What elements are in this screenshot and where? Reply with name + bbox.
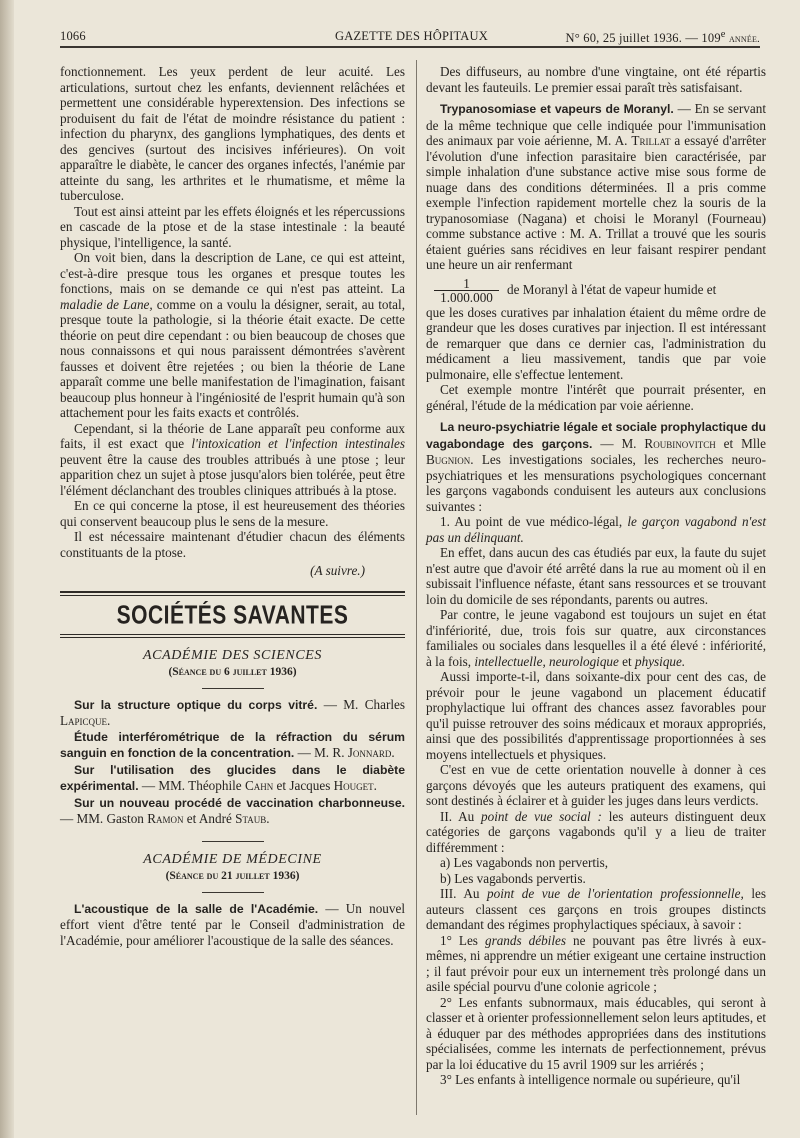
running-header bbox=[60, 29, 760, 45]
seance-date: (Séance du 21 juillet 1936) bbox=[165, 870, 300, 882]
communication-entry: Sur l'utilisation des glucides dans le diabète expérimental. — MM. Théophile Cahn et Jacques Houget. bbox=[60, 762, 405, 793]
list-item: a) Les vagabonds non pervertis, bbox=[440, 855, 609, 870]
separator bbox=[202, 688, 264, 689]
paragraph: Par contre, le jeune vagabond est toujours un sujet en état d'infériorité, due, trois fois sur quatre, aux circonstances familiales ou sociales dans lesquelles il a été élevé : infériorité, à la fois, intellectuelle, neurologique et physique. bbox=[426, 607, 766, 669]
paragraph: 1° Les grands débiles ne pouvant pas être livrés à eux-mêmes, ni apprendre un métier exigeant une certaine instruction ; il faut prévoir pour eux un internement très prolongé dans un asile spécial pourvu d'une colonie agricole ; bbox=[426, 932, 767, 994]
paragraph: En ce qui concerne la ptose, il est heureusement des théories qui conservent beaucoup plus le sens de la mesure. bbox=[60, 498, 405, 529]
paragraph: Des diffuseurs, au nombre d'une vingtaine, ont été répartis devant les fauteuils. Le premier essai paraît très satisfaisant. bbox=[426, 64, 766, 95]
column-divider bbox=[416, 60, 417, 1115]
section-rule bbox=[60, 637, 405, 638]
section-rule bbox=[60, 595, 405, 596]
dosage-fraction: 1 1.000.000 de Moranyl à l'état de vapeur humide et bbox=[426, 277, 766, 304]
section-rule bbox=[60, 591, 405, 593]
fraction-numerator: 1 bbox=[463, 275, 470, 291]
section-rule bbox=[60, 634, 405, 635]
communication-entry: La neuro-psychiatrie légale et sociale prophylactique du vagabondage des garçons. — M. Roubinovitch et Mlle Bugnion. Les investigations sociales, les recherches neuro-psychiatriques et les mensurations psychologiques concernant les garçons vagabonds conduisent les auteurs aux conclusions suivantes : bbox=[426, 420, 767, 514]
page-number: 1066 bbox=[60, 29, 86, 43]
paragraph: En effet, dans aucun des cas étudiés par eux, la faute du sujet n'est autre que d'avoir été arrêté dans la rue au moment où il en subissait l'influence néfaste, étant sans ressources et se trouvant loin du domicile de ses répondants, parents ou autres. bbox=[426, 545, 766, 607]
list-item: b) Les vagabonds pervertis. bbox=[440, 870, 586, 886]
communication-entry: Trypanosomiase et vapeurs de Moranyl. — En se servant de la même technique que celle indiquée pour l'immunisation des animaux par voie aérienne, M. A. Trillat a essayé d'arrêter l'évolution d'une infection parasitaire bien caractérisée, par simple inhalation d'une substance active mise sous forme de nuage dans des conditions déterminées. Il a pris comme exemple l'infection rapidement mortelle chez la souris de la trypanosomiase (Nagana) et choisi le Moranyl (Fourneau) comme substance active : M. A. Trillat a trouvé que les souris étaient guéries sans récidives en leur faisant respirer pendant une heure un air renfermant bbox=[426, 101, 766, 272]
header-rule bbox=[60, 46, 760, 48]
section-title: SOCIÉTÉS SAVANTES bbox=[116, 600, 349, 630]
paragraph: 3° Les enfants à intelligence normale ou supérieure, qu'il bbox=[440, 1072, 741, 1087]
communication-entry: Sur un nouveau procédé de vaccination charbonneuse. — MM. Gaston Ramon et André Staub. bbox=[60, 795, 405, 826]
paragraph: Cet exemple montre l'intérêt que pourrait présenter, en général, l'étude de la médication par voie aérienne. bbox=[426, 382, 766, 413]
publication-title: GAZETTE DES HÔPITAUX bbox=[335, 29, 488, 43]
paragraph: Aussi importe-t-il, dans soixante-dix pour cent des cas, de prévoir pour le jeune vagabond un placement éducatif prophylactique lui offrant des chances assez favorables pour qu'il puisse retrouver des soins médicaux et moraux appropriés, ainsi que des possibilités d'apprentissage proportionnées à ses moyens intellectuels et physiques. bbox=[426, 669, 766, 762]
continued-note: (A suivre.) bbox=[310, 563, 365, 578]
communication-entry: Étude interférométrique de la réfraction du sérum sanguin en fonction de la concentration. — M. R. Jonnard. bbox=[60, 729, 405, 760]
communication-entry: L'acoustique de la salle de l'Académie. — Un nouvel effort vient d'être tenté par le Conseil d'administration de l'Académie, pour améliorer l'acoustique de la salle des séances. bbox=[60, 900, 405, 948]
communication-entry: Sur la structure optique du corps vitré. — M. Charles Lapicque. bbox=[60, 696, 405, 728]
paragraph: C'est en vue de cette orientation nouvelle à donner à ces garçons dévoyés que les auteurs pratiquent des examens, qui sont destinés à éclairer et à guider les juges dans leurs verdicts. bbox=[426, 762, 766, 808]
academy-heading: ACADÉMIE DE MÉDECINE bbox=[143, 851, 322, 867]
paragraph: fonctionnement. Les yeux perdent de leur acuité. Les articulations, surtout chez les enfants, deviennent relâchées et permettent une considérable hyperextension. Des infections se produisent du fait de l'état de moindre résistance du patient : infection du pharynx, des ganglions lymphatiques, des dents et des gencives (surtout des incisives inférieures). On voit apparaître le diabète, le cancer des organes infectés, l'anémie par atteinte du sang, les arthrites et le rhumatisme, et même la tuberculose. bbox=[60, 64, 405, 203]
paragraph: Tout est ainsi atteint par les effets éloignés et les répercussions en cascade de la ptose et de la stase intestinale : la beauté physique, l'intelligence, la santé. bbox=[60, 203, 405, 250]
left-column bbox=[60, 64, 405, 948]
paragraph: Il est nécessaire maintenant d'étudier chacun des éléments constituants de la ptose. bbox=[60, 529, 405, 560]
fraction bbox=[434, 277, 499, 304]
paragraph: que les doses curatives par inhalation étaient du même ordre de grandeur que les doses curatives par injection. Il est intéressant de remarquer que dans ce dernier cas, l'administration du médicament a lieu massivement, tandis que par voie pulmonaire, elle s'effectue lentement. bbox=[426, 304, 766, 382]
paragraph: III. Au point de vue de l'orientation professionnelle, les auteurs classent ces garçons en trois groupes distincts demandant des régimes prophylactiques spéciaux, à savoir : bbox=[426, 886, 767, 932]
paragraph: 1. Au point de vue médico-légal, le garçon vagabond n'est pas un délinquant. bbox=[426, 514, 767, 545]
separator bbox=[202, 841, 264, 842]
paragraph: II. Au point de vue social : les auteurs distinguent deux catégories de garçons vagabonds qu'il y a lieu de traiter différemment : bbox=[426, 808, 766, 855]
fraction-denominator: 1.000.000 bbox=[440, 289, 493, 305]
right-column bbox=[426, 64, 766, 1088]
seance-date: (Séance du 6 juillet 1936) bbox=[168, 666, 297, 678]
page-edge-shadow bbox=[0, 0, 14, 1138]
paragraph: Cependant, si la théorie de Lane apparaît peu conforme aux faits, il est exact que l'intoxication et l'infection intestinales peuvent être la cause des troubles attribués à une ptose ; leur apparition chez un sujet à ptose jusqu'alors bien tolérée, peut être l'élément déclanchant des troubles cliniques attribués à la ptose. bbox=[60, 420, 406, 498]
issue-info: N° 60, 25 juillet 1936. — 109e année. bbox=[565, 29, 760, 46]
separator bbox=[202, 892, 264, 893]
paragraph: 2° Les enfants subnormaux, mais éducables, qui seront à classer et à orienter professionnellement selon leurs aptitudes, et à éduquer par des méthodes appropriées dans des institutions spécialisées, comme les internats de perfectionnement, prévus par la loi éducative du 15 avril 1909 sur les arriérés ; bbox=[426, 994, 766, 1072]
academy-heading: ACADÉMIE DES SCIENCES bbox=[142, 647, 323, 663]
paragraph: On voit bien, dans la description de Lane, ce qui est atteint, c'est-à-dire presque tous les organes et presque toutes les fonctions, mais on se demande ce qui n'est pas atteint. La maladie de Lane, comme on a voulu la désigner, serait, au total, presque toute la pathologie, si la théorie était exacte. De cette théorie on peut dire cependant : ou bien beaucoup de choses que nous connaissons et qui nous paraissent démontrées s'avèrent fausses et doivent être rejetées ; ou bien la théorie de Lane apparaît comme une belle manifestation de l'imagination, faisant beaucoup plus honneur à l'ingéniosité de l'esprit humain qu'à son attachement pour les faits exacts et contrôlés. bbox=[60, 250, 405, 420]
